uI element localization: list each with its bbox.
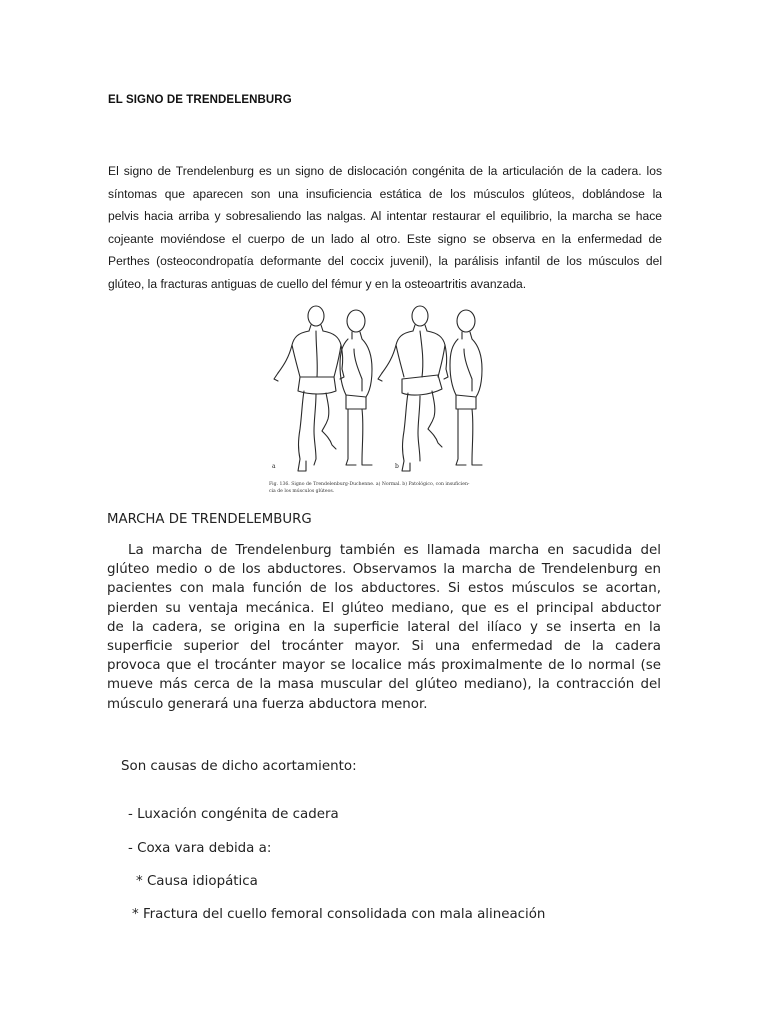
intro-line: Perthes (osteocondropatía deformante del coccix juvenil), la parálisis infantil de los músculos del [108,254,662,268]
body-line: superficie superior del trocánter mayor. Si una enfermedad de la cadera [107,639,661,655]
list-item: * Fractura del cuello femoral consolidada con mala alineación [132,907,546,922]
body-line: pacientes con mala función de los abductores. Si estos músculos se acortan, [107,581,661,597]
intro-line: cojeante moviéndose el cuerpo de un lado al otro. Este signo se observa en la enfermedad de [108,231,662,246]
figure-a-posterior-body [274,306,344,471]
body-line: de la cadera, se origina en la superficie lateral del ilíaco y se inserta en la [107,619,661,635]
intro-paragraph [108,160,662,295]
body-line: La marcha de Trendelenburg también es llamada marcha en sacudida del [128,543,661,558]
body-paragraph [107,541,661,714]
body-line: provoca que el trocánter mayor se localice más proximalmente de lo normal (se [107,658,661,674]
intro-line: El signo de Trendelenburg es un signo de dislocación congénita de la articulación de la cadera. los [108,164,662,178]
body-line: glúteo medio o de los abductores. Observamos la marcha de Trendelenburg en [107,562,661,578]
list-item: - Luxación congénita de cadera [128,807,339,822]
document-title: EL SIGNO DE TRENDELENBURG [108,94,292,106]
section-title: MARCHA DE TRENDELEMBURG [107,512,312,527]
intro-line: glúteo, la fracturas antiguas de cuello del fémur y en la osteoartritis avanzada. [108,276,527,291]
figure-label-a: a [272,463,276,470]
trendelenburg-figure [262,299,508,498]
intro-line: pelvis hacia arriba y sobresaliendo las nalgas. Al intentar restaurar el equilibrio, la marcha se hace [108,209,662,223]
figure-b-lateral-body [450,310,482,465]
causes-intro: Son causas de dicho acortamiento: [121,759,357,774]
body-line: pierden su ventaja mecánica. El glúteo mediano, que es el principal abductor [107,600,661,616]
intro-line: síntomas que aparecen son una insuficiencia estática de los músculos glúteos, doblándose la [108,186,662,201]
body-line: músculo generará una fuerza abductora menor. [107,696,428,712]
figure-caption-line: cia de los músculos glúteos. [269,489,335,494]
figure-a-lateral-body [340,310,372,465]
figure-label-b: b [395,463,399,470]
body-line: mueve más cerca de la masa muscular del glúteo mediano), la contracción del [107,677,661,693]
figure-b-posterior-body [378,306,448,471]
figure-caption-line: Fig. 136. Signo de Trendelenburg-Duchenne. a) Normal. b) Patológico, con insuficien- [269,482,470,487]
list-item: * Causa idiopática [136,874,258,889]
list-item: - Coxa vara debida a: [128,841,272,856]
